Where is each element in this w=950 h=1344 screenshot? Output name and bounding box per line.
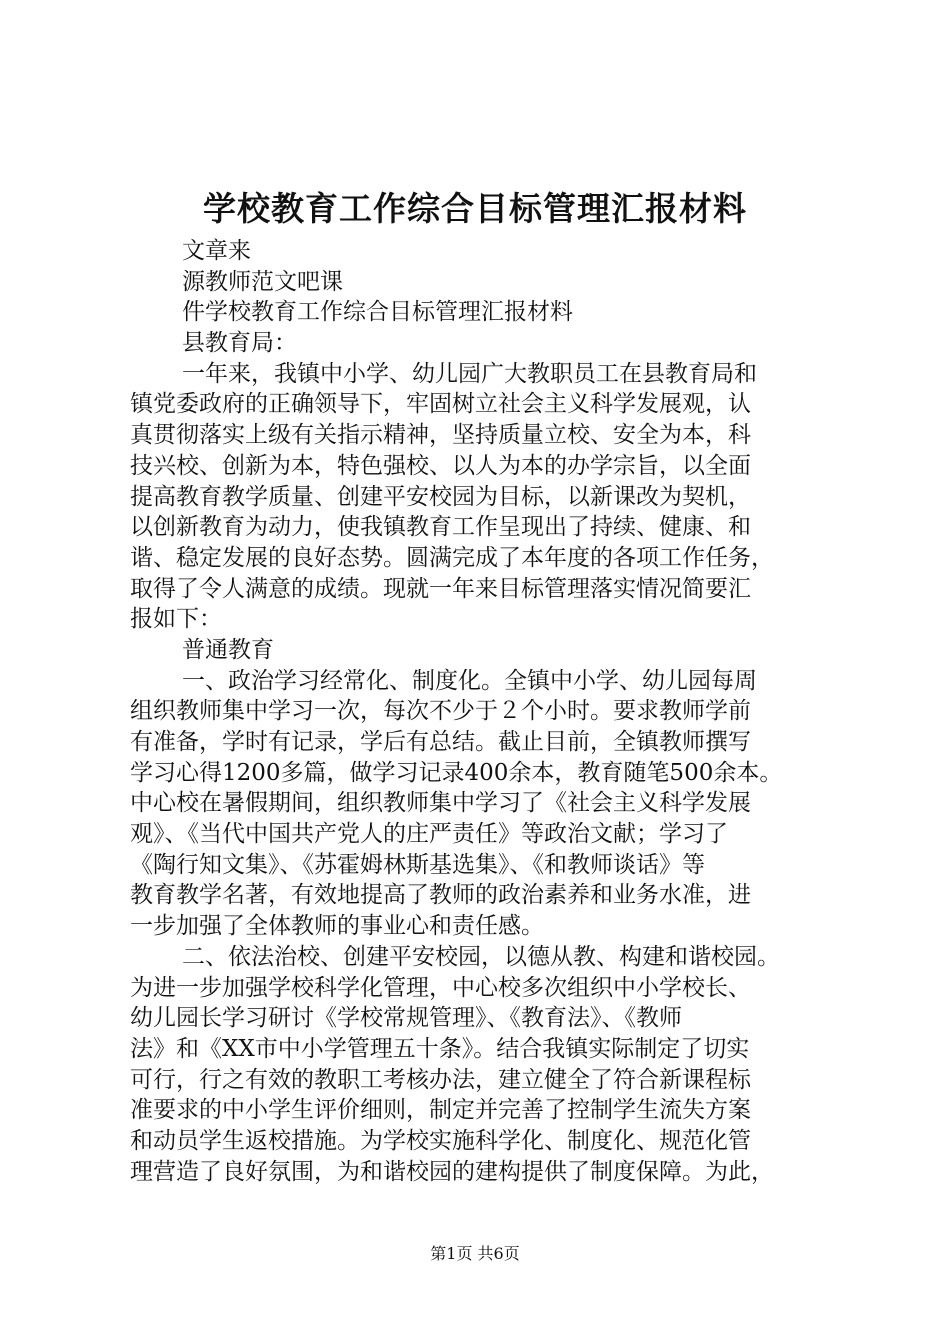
body-line: 二、依法治校、创建平安校园，以德从教、构建和谐校园。 — [182, 943, 780, 970]
body-line: 理营造了良好氛围，为和谐校园的建构提供了制度保障。为此， — [130, 1158, 774, 1185]
body-line: 和动员学生返校措施。为学校实施科学化、制度化、规范化管 — [130, 1127, 751, 1154]
body-line: 一步加强了全体教师的事业心和责任感。 — [130, 913, 544, 940]
body-line: 取得了令人满意的成绩。现就一年来目标管理落实情况简要汇 — [130, 575, 751, 602]
page-total: 共6页 — [477, 1244, 520, 1263]
body-line: 观》、《当代中国共产党人的庄严责任》等政治文献；学习了 — [130, 821, 728, 848]
body-line: 教育教学名著，有效地提高了教师的政治素养和业务水准，进 — [130, 882, 751, 909]
body-line: 谐、稳定发展的良好态势。圆满完成了本年度的各项工作任务， — [130, 544, 774, 571]
body-line: 技兴校、创新为本，特色强校、以人为本的办学宗旨，以全面 — [130, 452, 751, 479]
body-line: 报如下： — [130, 606, 222, 633]
body-line: 准要求的中小学生评价细则，制定并完善了控制学生流失方案 — [130, 1097, 751, 1124]
body-line: 学习心得1200多篇，做学习记录400余本，教育随笔500余本。 — [130, 759, 783, 786]
page-number: 第1页 — [430, 1244, 473, 1263]
body-line: 《陶行知文集》、《苏霍姆林斯基选集》、《和教师谈话》等 — [130, 851, 705, 878]
body-line: 为进一步加强学校科学化管理，中心校多次组织中小学校长、 — [130, 974, 751, 1001]
body-line: 县教育局： — [182, 330, 297, 357]
section-heading: 普通教育 — [182, 636, 274, 663]
page-footer — [0, 1243, 950, 1265]
body-line: 法》和《XX市中小学管理五十条》。结合我镇实际制定了切实 — [130, 1035, 750, 1062]
body-line: 可行，行之有效的教职工考核办法，建立健全了符合新课程标 — [130, 1066, 751, 1093]
body-line: 源教师范文吧课 — [182, 268, 343, 295]
body-line: 真贯彻落实上级有关指示精神，坚持质量立校、安全为本，科 — [130, 422, 751, 449]
body-line: 组织教师集中学习一次，每次不少于２个小时。要求教师学前 — [130, 698, 751, 725]
body-line: 有准备，学时有记录，学后有总结。截止目前，全镇教师撰写 — [130, 729, 751, 755]
body-line: 提高教育教学质量、创建平安校园为目标，以新课改为契机， — [130, 483, 751, 510]
body-line: 镇党委政府的正确领导下，牢固树立社会主义科学发展观，认 — [130, 391, 751, 418]
document-title: 学校教育工作综合目标管理汇报材料 — [203, 189, 747, 228]
body-line: 文章来 — [182, 238, 251, 264]
body-line: 幼儿园长学习研讨《学校常规管理》、《教育法》、《教师 — [130, 1005, 682, 1032]
body-line: 一、政治学习经常化、制度化。全镇中小学、幼儿园每周 — [182, 667, 757, 694]
body-line: 以创新教育为动力，使我镇教育工作呈现出了持续、健康、和 — [130, 514, 751, 541]
body-line: 中心校在暑假期间，组织教师集中学习了《社会主义科学发展 — [130, 790, 751, 817]
body-line: 件学校教育工作综合目标管理汇报材料 — [182, 299, 573, 326]
document-body — [130, 236, 830, 1187]
body-line: 一年来，我镇中小学、幼儿园广大教职员工在县教育局和 — [182, 360, 757, 387]
